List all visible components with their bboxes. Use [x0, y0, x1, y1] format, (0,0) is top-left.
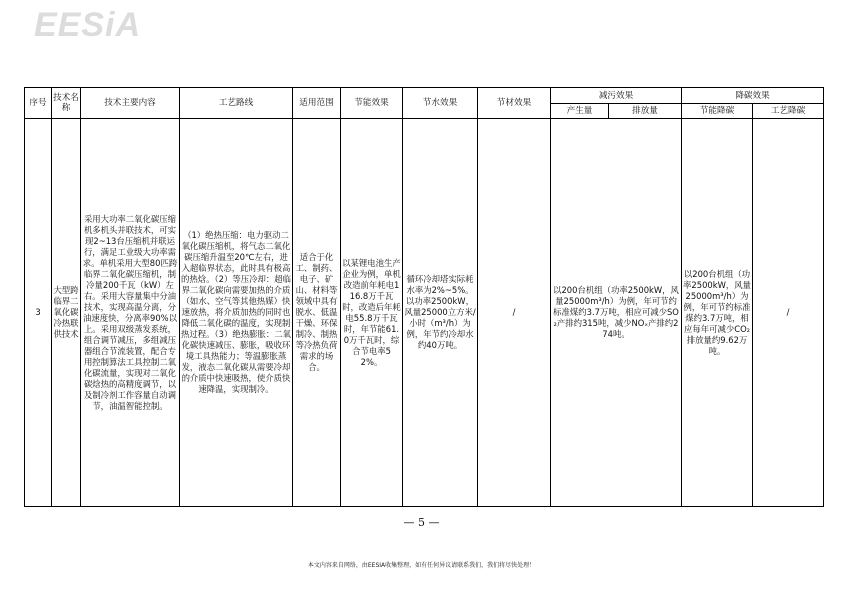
- header-pollution: 减污效果: [551, 88, 682, 104]
- technology-table: [24, 87, 824, 507]
- header-seq: 序号: [25, 88, 52, 119]
- header-material: 节材效果: [478, 88, 551, 119]
- footer-note: 本文内容来自网络，由EESIA收集整理，如有任何异议请联系我们，我们将尽快处理！: [307, 562, 536, 569]
- cell-process: （1）绝热压缩：电力驱动二氧化碳压缩机，将气态二氧化碳压缩升温至20℃左右，进入超临界状态，此时具有极高的热焓。（2）等压冷却：超临界二氧化碳向需要加热的介质（如水、空气等其他热媒）快速放热，将介质加热的同时也降低二氧化碳的温度，实现制热过程。（3）绝热膨胀：二氧化碳快速减压、膨胀，吸收环境工具热能力；等温膨胀蒸发，液态二氧化碳从需要冷却的介质中快速吸热，使介质快速降温，实现制冷。: [180, 119, 293, 507]
- cell-water: 循环冷却塔实际耗水率为2%~5%。以功率2500kW，风量25000立方米/小时（m³/h）为例，年节约冷却水约40万吨。: [403, 119, 478, 507]
- cell-seq: 3: [25, 119, 52, 507]
- cell-tech-name: 大型跨临界二氧化碳冷热联供技术: [52, 119, 81, 507]
- header-water: 节水效果: [403, 88, 478, 119]
- page-number: — 5 —: [403, 516, 440, 529]
- header-tech-name: 技术名称: [52, 88, 81, 119]
- header-pollution-emit: 排放量: [609, 104, 682, 119]
- header-carbon: 降碳效果: [682, 88, 824, 104]
- cell-main-content: 采用大功率二氧化碳压缩机多机头并联技术，可实现2~13台压缩机并联运行，满足工业级大功率需求。单机采用大型80匹跨临界二氧化碳压缩机，制冷量200千瓦（kW）左右。采用大容量集中分油技术，实现高温分离，分油速度快，分离率90%以上。采用双级蒸发系统，组合调节减压，多组减压器组合节流装置，配合专用控制算法工具控制二氧化碳流量，实现对二氧化碳焓热的高精度调节，以及制冷剂工作容量自动调节，油温智能控制。: [81, 119, 180, 507]
- cell-material: /: [478, 119, 551, 507]
- cell-carbon-process: /: [753, 119, 824, 507]
- header-row-1: [25, 88, 824, 104]
- cell-energy: 以某锂电池生产企业为例，单机改造前年耗电116.8万千瓦时，改造后年耗电55.8万千瓦时，年节能61.0万千瓦时，综合节电率52%。: [341, 119, 403, 507]
- header-main-content: 技术主要内容: [81, 88, 180, 119]
- header-pollution-produce: 产生量: [551, 104, 609, 119]
- header-carbon-process: 工艺降碳: [753, 104, 824, 119]
- table-row: [25, 119, 824, 507]
- header-energy: 节能效果: [341, 88, 403, 119]
- header-scope: 适用范围: [293, 88, 341, 119]
- eesia-logo: EESiA: [34, 6, 142, 44]
- header-process: 工艺路线: [180, 88, 293, 119]
- cell-scope: 适合于化工、制药、电子、矿山、材料等领域中具有脱水、低温干燥、环保制冷、制热等冷热负荷需求的场合。: [293, 119, 341, 507]
- cell-carbon-energy: 以200台机组（功率2500kW，风量25000m³/h）为例，年可节约标准煤约3.7万吨，相应每年可减少CO₂排放量约9.62万吨。: [682, 119, 753, 507]
- cell-pollution: 以200台机组（功率2500kW，风量25000m³/h）为例，年可节约标准煤约3.7万吨，相应可减少SO₂产排约315吨，减少NOₓ产排约274吨。: [551, 119, 682, 507]
- header-carbon-energy: 节能降碳: [682, 104, 753, 119]
